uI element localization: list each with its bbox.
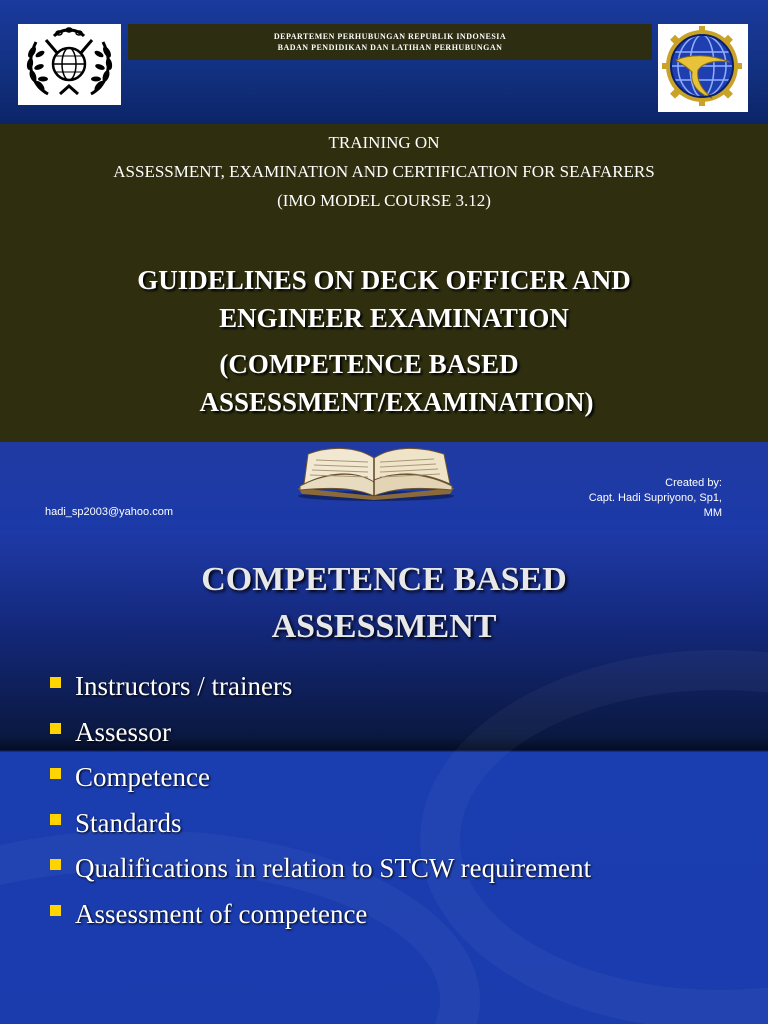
guidelines-title <box>0 261 768 337</box>
guidelines-line-4: ASSESSMENT/EXAMINATION) <box>199 387 594 417</box>
training-line-1: TRAINING ON <box>328 133 440 152</box>
bullet-square-icon <box>50 859 61 870</box>
bullet-text: Standards <box>75 807 182 838</box>
guidelines-line-2: ENGINEER EXAMINATION <box>219 303 569 333</box>
guidelines-line-3: (COMPETENCE BASED <box>219 349 519 379</box>
bullet-list <box>50 664 591 937</box>
author-email: hadi_sp2003@yahoo.com <box>45 506 173 518</box>
credit-degree: MM <box>703 507 722 519</box>
bullet-square-icon <box>50 677 61 688</box>
bullet-text: Qualifications in relation to STCW requirement <box>75 853 592 883</box>
training-line-2: ASSESSMENT, EXAMINATION AND CERTIFICATION FOR SEAFARERS <box>113 162 655 181</box>
bullet-text: Assessment of competence <box>75 898 368 929</box>
slide-title <box>0 556 768 650</box>
globe-emblem-icon <box>658 24 748 112</box>
bullet-text: Assessor <box>75 716 172 747</box>
ministry-name: DEPARTEMEN PERHUBUNGAN REPUBLIK INDONESIA <box>273 32 507 41</box>
bullet-item <box>50 664 591 710</box>
bullet-square-icon <box>50 905 61 916</box>
agency-name: BADAN PENDIDIKAN DAN LATIHAN PERHUBUNGAN <box>277 43 503 52</box>
title-panel <box>0 124 768 442</box>
guidelines-line-1: GUIDELINES ON DECK OFFICER AND <box>137 265 631 295</box>
bullet-text: Competence <box>75 762 210 792</box>
bullet-item <box>50 892 591 938</box>
imo-emblem-icon <box>18 24 121 105</box>
open-book-icon <box>294 444 458 507</box>
bullet-item <box>50 801 591 847</box>
bullet-square-icon <box>50 768 61 779</box>
content-slide <box>0 530 768 1024</box>
bullet-item <box>50 755 591 801</box>
training-heading <box>0 124 768 215</box>
credit-label: Created by: <box>665 477 722 489</box>
bullet-square-icon <box>50 723 61 734</box>
bullet-square-icon <box>50 814 61 825</box>
guidelines-subtitle <box>0 345 768 421</box>
slide-title-line-2: ASSESSMENT <box>271 608 497 645</box>
credit-author: Capt. Hadi Supriyono, Sp1, <box>588 492 722 504</box>
ministry-header-band <box>128 24 652 60</box>
author-credit <box>589 476 722 521</box>
training-line-3: (IMO MODEL COURSE 3.12) <box>277 191 491 210</box>
bullet-item <box>50 710 591 756</box>
bullet-text: Instructors / trainers <box>75 671 293 701</box>
bullet-item <box>50 846 591 892</box>
slide-title-line-1: COMPETENCE BASED <box>201 561 567 598</box>
